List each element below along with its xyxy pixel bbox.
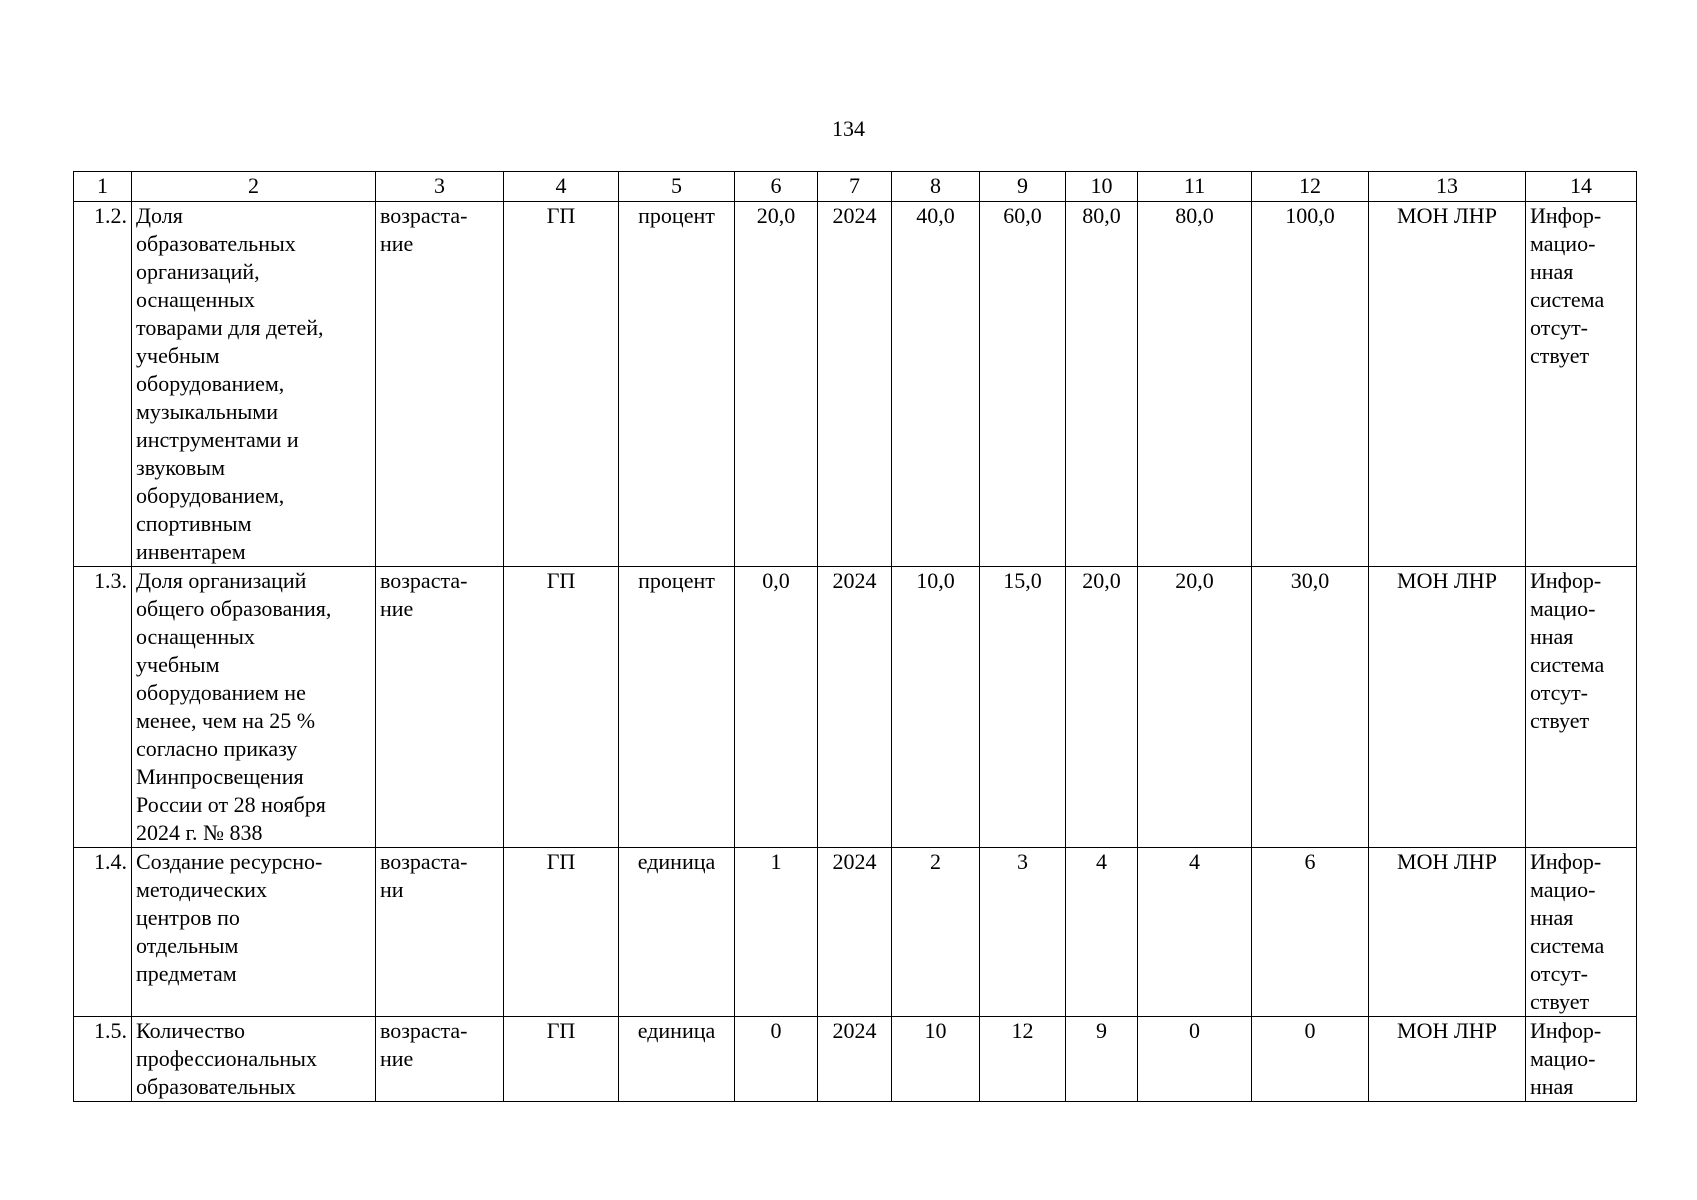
base-value: 20,0 <box>735 202 818 567</box>
table-row <box>74 202 1637 567</box>
table-row <box>74 848 1637 1017</box>
unit-of-measure: единица <box>619 1017 735 1102</box>
indicator-name: Доля образовательных организаций, оснащенных товарами для детей, учебным оборудованием, музыкальными инструментами и звуковым оборудованием, спортивным инвентарем <box>132 202 376 567</box>
value-col-8: 40,0 <box>892 202 980 567</box>
column-header: 5 <box>619 172 735 202</box>
unit-of-measure: процент <box>619 202 735 567</box>
value-col-12: 0 <box>1252 1017 1369 1102</box>
table-header-row <box>74 172 1637 202</box>
column-header: 2 <box>132 172 376 202</box>
column-header: 1 <box>74 172 132 202</box>
value-col-8: 2 <box>892 848 980 1017</box>
column-header: 11 <box>1138 172 1252 202</box>
value-col-9: 3 <box>980 848 1066 1017</box>
indicator-name: Количество профессиональных образовательных <box>132 1017 376 1102</box>
value-col-10: 9 <box>1066 1017 1138 1102</box>
value-col-9: 15,0 <box>980 567 1066 848</box>
value-col-10: 4 <box>1066 848 1138 1017</box>
row-number: 1.3. <box>74 567 132 848</box>
table-row <box>74 567 1637 848</box>
row-number: 1.4. <box>74 848 132 1017</box>
base-year: 2024 <box>818 202 892 567</box>
indicator-level: ГП <box>504 567 619 848</box>
base-year: 2024 <box>818 567 892 848</box>
column-header: 7 <box>818 172 892 202</box>
value-col-10: 20,0 <box>1066 567 1138 848</box>
row-number: 1.2. <box>74 202 132 567</box>
unit-of-measure: единица <box>619 848 735 1017</box>
indicators-table <box>73 171 1637 1102</box>
value-col-12: 6 <box>1252 848 1369 1017</box>
row-number: 1.5. <box>74 1017 132 1102</box>
base-value: 0,0 <box>735 567 818 848</box>
value-col-12: 100,0 <box>1252 202 1369 567</box>
column-header: 4 <box>504 172 619 202</box>
indicator-name: Создание ресурсно- методических центров по отдельным предметам <box>132 848 376 1017</box>
value-col-8: 10,0 <box>892 567 980 848</box>
table-row <box>74 1017 1637 1102</box>
page-number: 134 <box>832 116 865 141</box>
column-header: 12 <box>1252 172 1369 202</box>
responsible-body: МОН ЛНР <box>1369 848 1526 1017</box>
value-col-9: 60,0 <box>980 202 1066 567</box>
indicator-direction: возраста- ние <box>376 202 504 567</box>
responsible-body: МОН ЛНР <box>1369 202 1526 567</box>
column-header: 13 <box>1369 172 1526 202</box>
indicator-level: ГП <box>504 202 619 567</box>
base-year: 2024 <box>818 1017 892 1102</box>
unit-of-measure: процент <box>619 567 735 848</box>
responsible-body: МОН ЛНР <box>1369 1017 1526 1102</box>
value-col-11: 80,0 <box>1138 202 1252 567</box>
value-col-11: 0 <box>1138 1017 1252 1102</box>
indicator-direction: возраста- ни <box>376 848 504 1017</box>
column-header: 9 <box>980 172 1066 202</box>
info-system: Инфор- мацио- нная система отсут- ствует <box>1526 202 1637 567</box>
indicator-level: ГП <box>504 1017 619 1102</box>
indicator-direction: возраста- ние <box>376 567 504 848</box>
column-header: 3 <box>376 172 504 202</box>
value-col-8: 10 <box>892 1017 980 1102</box>
responsible-body: МОН ЛНР <box>1369 567 1526 848</box>
column-header: 10 <box>1066 172 1138 202</box>
info-system: Инфор- мацио- нная система отсут- ствует <box>1526 567 1637 848</box>
column-header: 6 <box>735 172 818 202</box>
base-year: 2024 <box>818 848 892 1017</box>
indicator-name: Доля организаций общего образования, оснащенных учебным оборудованием не менее, чем на 25 % согласно приказу Минпросвещения России от 28 ноября 2024 г. № 838 <box>132 567 376 848</box>
base-value: 0 <box>735 1017 818 1102</box>
indicator-level: ГП <box>504 848 619 1017</box>
indicator-direction: возраста- ние <box>376 1017 504 1102</box>
column-header: 14 <box>1526 172 1637 202</box>
value-col-10: 80,0 <box>1066 202 1138 567</box>
info-system: Инфор- мацио- нная <box>1526 1017 1637 1102</box>
base-value: 1 <box>735 848 818 1017</box>
value-col-11: 4 <box>1138 848 1252 1017</box>
value-col-12: 30,0 <box>1252 567 1369 848</box>
info-system: Инфор- мацио- нная система отсут- ствует <box>1526 848 1637 1017</box>
value-col-9: 12 <box>980 1017 1066 1102</box>
column-header: 8 <box>892 172 980 202</box>
value-col-11: 20,0 <box>1138 567 1252 848</box>
